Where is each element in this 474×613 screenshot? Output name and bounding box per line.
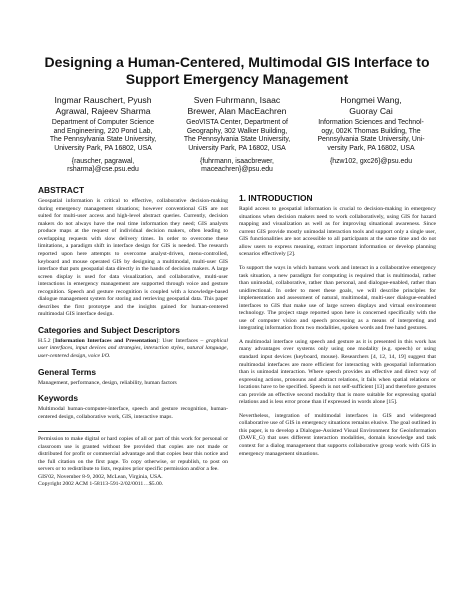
author-block xyxy=(38,95,436,174)
email-line: rsharma}@cse.psu.edu xyxy=(67,165,139,173)
affiliation-line: versity Park, PA 16802, USA xyxy=(327,144,415,152)
author-affiliation xyxy=(172,119,302,153)
author-names-line: Agrawal, Rajeev Sharma xyxy=(55,105,151,116)
author-group-3 xyxy=(306,95,436,174)
email-line: maceachren}@psu.edu xyxy=(201,165,273,173)
author-names-line: Brewer, Alan MacEachren xyxy=(187,105,287,116)
abstract-heading: ABSTRACT xyxy=(38,185,85,196)
intro-paragraph-1: Rapid access to geospatial information is crucial to decision-making in emergency situations when decision makers need to work collaboratively, using GIS for hazard mapping and visualization as well as for improving situational awareness. Since current GIS provide mostly unimodal interaction tools and support only a single user, GIS functionalities are not accessible to all participants at the same time and do not allow users to express meaning, extract important information or develop planning scenarios effectively [2]. xyxy=(239,206,436,258)
footnote-rule xyxy=(38,431,100,432)
categories-heading: Categories and Subject Descriptors xyxy=(38,324,180,335)
intro-paragraph-2: To support the ways in which humans work and interact in a collaborative emergency task situation, a new paradigm for computing is required that is multimodal, rather than unimodal, collaborative, rather than personal, and dialogue-enabled, rather than unidirectional. In order to meet these goals, we will describe principles for implementation and assessment of natural, multimodal, multi-user dialogue-enabled interfaces to GIS that make use of large screen displays and virtual environment technology. The project stage reported upon here is concerned specifically with the use of computer vision and speech processing as a means of interpreting and integrating information from two modalities, spoken words and free hand gestures. xyxy=(239,264,436,332)
categories-after-bold: ]: User Interfaces – xyxy=(156,337,206,344)
affiliation-line: Pennsylvania State University, Uni- xyxy=(317,136,425,144)
author-names xyxy=(172,95,302,116)
author-group-2 xyxy=(172,95,302,174)
permission-notice: Permission to make digital or hard copies of all or part of this work for personal or classroom use is granted without fee provided that copies are not made or distributed for profit or commercial advantage and that copies bear this notice and the full citation on the first page. To copy otherwise, or republish, to post on servers or to redistribute to lists, requires prior specific permission and/or a fee. xyxy=(38,436,228,473)
author-names xyxy=(306,95,436,116)
affiliation-line: The Pennsylvania State University, xyxy=(49,136,157,144)
title-line-2: Support Emergency Management xyxy=(125,70,349,87)
categories-italic: graphical user interfaces, input devices and strategies, interaction styles, natural language, user-centered design, voice I/O. xyxy=(38,337,228,359)
abstract-text: Geospatial information is critical to effective, collaborative decision-making during emergency management situations; however conventional GIS are not suited for multi-user access and high-level abstract queries. Currently, decision makers do not always have the real time information they need; GIS analysts produce maps at the request of individual decision makers, often leading to overlapping requests with slow delivery times. In order to overcome these limitations, a paradigm shift in interface design for GIS is needed. The research reported upon here attempts to overcome analyst-driven, menu-controlled, keyboard and mouse operated GIS by designing a multimodal, multi-user GIS interface that puts geospatial data directly in the hands of decision makers. A large screen display is used for data visualization, and collaborative, multi-user interactions in emergency management are supported through voice and gesture recognition. Speech and gesture recognition is coupled with a knowledge-based dialogue management system for storing and retrieving geospatial data. This paper describes the first prototype and the insights gained for human-centered multimodal GIS interface design. xyxy=(38,198,228,318)
affiliation-line: University Park, PA 16802, USA xyxy=(54,144,152,152)
email-line: {fuhrmann, isaacbrewer, xyxy=(200,157,274,165)
email-line: {hzw102, gxc26}@psu.edu xyxy=(329,157,413,165)
affiliation-line: ogy, 002K Thomas Building, The xyxy=(321,127,421,135)
author-email xyxy=(172,158,302,175)
author-names xyxy=(38,95,168,116)
keywords-heading: Keywords xyxy=(38,393,79,404)
affiliation-line: The Pennsylvania State University, xyxy=(183,136,291,144)
two-column-body xyxy=(38,185,436,489)
categories-bold: Information Interfaces and Presentation xyxy=(55,337,157,344)
intro-paragraph-3: A multimodal interface using speech and gesture as it is presented in this work has many advantages over systems only using one modality (e.g. speech) or using standard input devices (keyboard, mouse). Researchers [4, 12, 14, 19] suggest that multimodal interfaces are more efficient for interacting with geospatial information than is unimodal interaction. Where speech provides an effective and direct way of expressing actions, pronouns and abstract relations, it fails when spatial relations or locations have to be specified. Speech is not self-sufficient [13] and therefore gestures can provide an effective second modality that is more suitable for expressing spatial relations and is less error prone than if expressed in words alone [15]. xyxy=(239,338,436,406)
author-group-1 xyxy=(38,95,168,174)
affiliation-line: and Engineering, 220 Pond Lab, xyxy=(53,127,153,135)
categories-text xyxy=(38,338,228,361)
affiliation-line: GeoVISTA Center, Department of xyxy=(186,119,288,127)
author-affiliation xyxy=(306,119,436,153)
affiliation-line: University Park, PA 16802, USA xyxy=(188,144,286,152)
author-email xyxy=(38,158,168,175)
author-names-line: Ingmar Rauschert, Pyush xyxy=(54,95,152,105)
author-names-line: Guoray Cai xyxy=(349,105,393,116)
author-affiliation xyxy=(38,119,168,153)
author-names-line: Sven Fuhrmann, Isaac xyxy=(193,95,281,105)
venue-line: GIS'02, November 8-9, 2002, McLean, Virginia, USA. xyxy=(38,473,163,480)
categories-code: H.5.2 [ xyxy=(38,337,56,344)
right-column xyxy=(239,185,436,489)
left-column xyxy=(38,185,228,489)
title-line-1: Designing a Human-Centered, Multimodal GIS Interface to xyxy=(44,54,430,70)
general-terms-text: Management, performance, design, reliability, human factors xyxy=(38,379,177,386)
general-terms-heading: General Terms xyxy=(38,366,97,377)
affiliation-line: Information Sciences and Technol- xyxy=(318,119,424,127)
intro-paragraph-4: Nevertheless, integration of multimodal interfaces in GIS and widespread collaborative use of GIS in emergency situations remains elusive. The goal outlined in this paper, is to develop a Dialogue-Assisted Visual Environment for Geoinformation (DAVE_G) that uses different interaction modalities, domain knowledge and task context for a dialog management that supports collaborative group work with GIS in emergency management situations. xyxy=(239,412,436,457)
copyright-line: Copyright 2002 ACM 1-58113-591-2/02/0011…$5.00. xyxy=(38,481,164,488)
introduction-heading: 1. INTRODUCTION xyxy=(239,193,313,204)
author-email xyxy=(306,158,436,166)
keywords-text: Multimodal human-computer-interface, speech and gesture recognition, human-centered design, collaborative work, GIS, interactive maps. xyxy=(38,406,228,420)
author-names-line: Hongmei Wang, xyxy=(340,95,402,105)
affiliation-line: Department of Computer Science xyxy=(51,119,155,127)
affiliation-line: Geography, 302 Walker Building, xyxy=(186,127,288,135)
paper-title xyxy=(38,0,436,87)
email-line: {rauscher, pagrawal, xyxy=(71,157,135,165)
